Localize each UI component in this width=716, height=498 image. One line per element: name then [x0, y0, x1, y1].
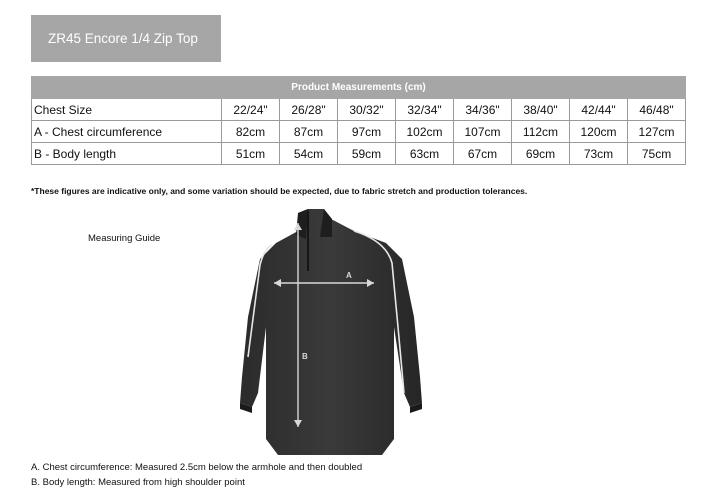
table-cell: 26/28": [280, 99, 338, 121]
table-cell: 51cm: [222, 143, 280, 165]
row-label-body-length: B - Body length: [32, 143, 222, 165]
table-cell: 127cm: [628, 121, 686, 143]
footnote-chest-circumference: A. Chest circumference: Measured 2.5cm below the armhole and then doubled: [31, 462, 363, 473]
table-header: Product Measurements (cm): [32, 77, 686, 99]
measuring-guide-label: Measuring Guide: [88, 233, 161, 244]
table-cell: 34/36": [454, 99, 512, 121]
table-cell: 102cm: [396, 121, 454, 143]
row-label-chest-circumference: A - Chest circumference: [32, 121, 222, 143]
row-label-chest-size: Chest Size: [32, 99, 222, 121]
table-row: [32, 99, 686, 121]
disclaimer-note: *These figures are indicative only, and some variation should be expected, due to fabric stretch and production tolerances.: [31, 186, 528, 196]
table-cell: 59cm: [338, 143, 396, 165]
table-cell: 120cm: [570, 121, 628, 143]
table-cell: 42/44": [570, 99, 628, 121]
footnote-body-length: B. Body length: Measured from high shoulder point: [31, 477, 245, 488]
table-cell: 73cm: [570, 143, 628, 165]
table-cell: 107cm: [454, 121, 512, 143]
table-cell: 54cm: [280, 143, 338, 165]
measurements-table: [31, 76, 686, 165]
table-cell: 38/40": [512, 99, 570, 121]
table-cell: 63cm: [396, 143, 454, 165]
table-cell: 69cm: [512, 143, 570, 165]
product-title: ZR45 Encore 1/4 Zip Top: [31, 15, 221, 62]
table-cell: 67cm: [454, 143, 512, 165]
table-cell: 32/34": [396, 99, 454, 121]
table-cell: 82cm: [222, 121, 280, 143]
table-row: [32, 143, 686, 165]
table-cell: 46/48": [628, 99, 686, 121]
table-cell: 87cm: [280, 121, 338, 143]
measure-b-label: B: [302, 352, 308, 361]
table-cell: 30/32": [338, 99, 396, 121]
table-cell: 22/24": [222, 99, 280, 121]
zip-top-illustration: [236, 207, 426, 459]
table-cell: 75cm: [628, 143, 686, 165]
table-cell: 97cm: [338, 121, 396, 143]
measure-a-label: A: [346, 271, 352, 280]
jacket-body: [240, 209, 422, 455]
table-row: [32, 121, 686, 143]
table-cell: 112cm: [512, 121, 570, 143]
